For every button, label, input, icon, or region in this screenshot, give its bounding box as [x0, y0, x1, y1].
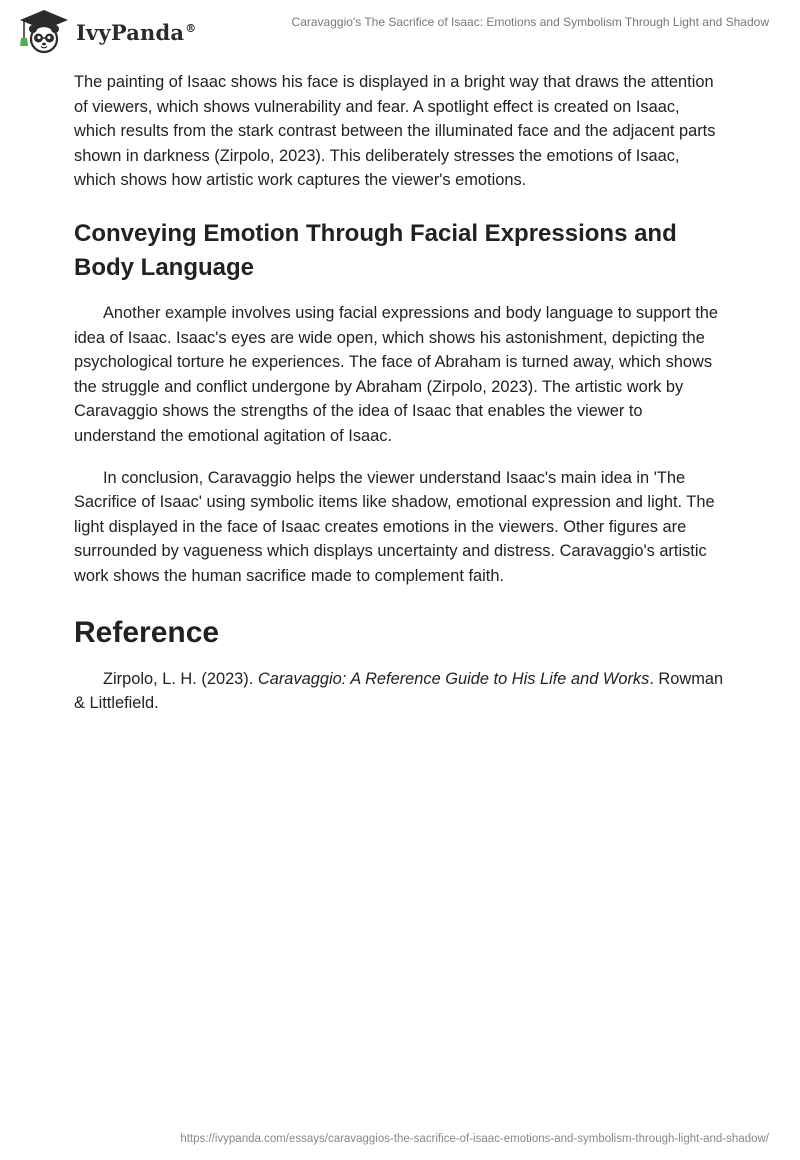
section-heading: Conveying Emotion Through Facial Expressions and Body Language — [74, 219, 677, 281]
reference-heading: Reference — [74, 615, 220, 649]
source-url-link[interactable]: https://ivypanda.com/essays/caravaggios-the-sacrifice-of-isaac-emotions-and-symbolism-through-light-and-shadow/ — [180, 1133, 769, 1145]
panda-graduate-icon — [16, 8, 72, 56]
registered-mark: ® — [185, 21, 197, 35]
reference-title: Caravaggio: A Reference Guide to His Life and Works — [257, 669, 650, 688]
ivypanda-logo[interactable] — [16, 8, 196, 56]
page-header — [0, 0, 800, 64]
reference-authors: Zirpolo, L. H. (2023). — [103, 669, 258, 688]
essay-body — [74, 70, 724, 716]
reference-publisher: . Rowman & Littlefield. — [74, 669, 724, 713]
body-paragraph: Another example involves using facial expressions and body language to support the idea of Isaac. Isaac's eyes are wide open, which shows his astonishment, depicting the psychological torture he experiences. The face of Abraham is turned away, which shows the struggle and conflict undergone by Abraham (Zirpolo, 2023). The artistic work by Caravaggio shows the strengths of the idea of Isaac that enables the viewer to understand the emotional agitation of Isaac. — [74, 303, 719, 445]
document-title: Caravaggio's The Sacrifice of Isaac: Emotions and Symbolism Through Light and Shadow — [291, 15, 769, 29]
body-paragraph: The painting of Isaac shows his face is displayed in a bright way that draws the attention of viewers, which shows vulnerability and fear. A spotlight effect is created on Isaac, which results from the stark contrast between the illuminated face and the adjacent parts shown in darkness (Zirpolo, 2023). This deliberately stresses the emotions of Isaac, which shows how artistic work captures the viewer's emotions. — [74, 73, 716, 190]
body-paragraph: In conclusion, Caravaggio helps the viewer understand Isaac's main idea in 'The Sacrifice of Isaac' using symbolic items like shadow, emotional expression and light. The light displayed in the face of Isaac creates emotions in the viewers. Other figures are surrounded by vagueness which displays uncertainty and distress. Caravaggio's artistic work shows the human sacrifice made to complement faith. — [74, 468, 715, 585]
logo-wordmark: IvyPanda® — [76, 19, 197, 45]
reference-entry — [74, 667, 724, 716]
